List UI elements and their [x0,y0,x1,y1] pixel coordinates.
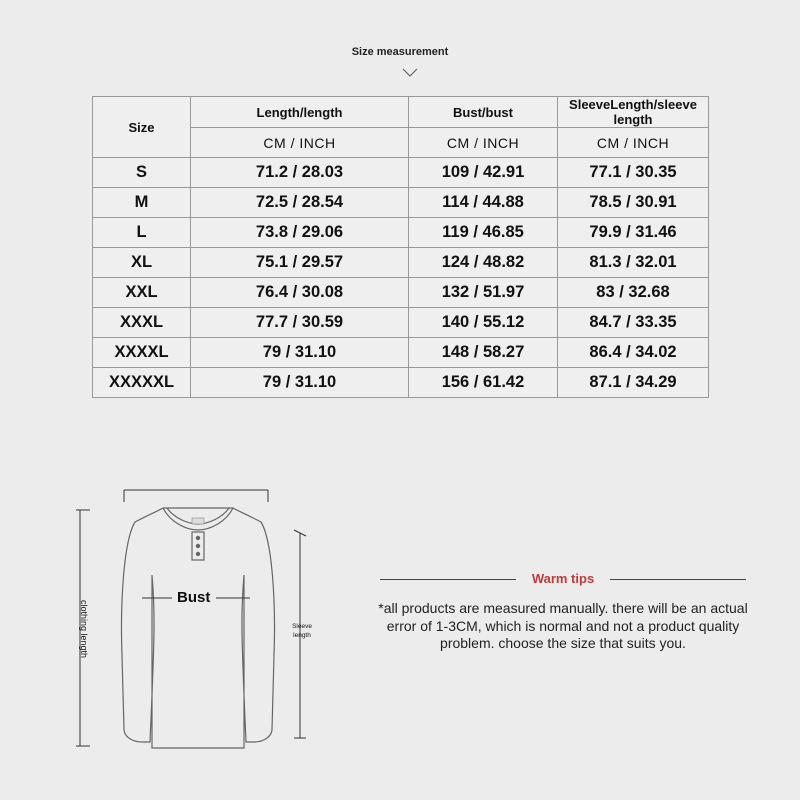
size-cell: XXXXL [93,338,191,368]
size-table [92,96,709,398]
warm-tips-text: *all products are measured manually. there will be an actual error of 1-3CM, which is normal and not a product quality problem. choose the size that suits you. [378,600,748,651]
bust-cell: 119 / 46.85 [409,218,558,248]
bust-cell: 124 / 48.82 [409,248,558,278]
length-cell: 71.2 / 28.03 [191,158,409,188]
table-row [93,278,709,308]
table-row [93,368,709,398]
sleeve-cell: 81.3 / 32.01 [558,248,709,278]
table-header-row [93,97,709,128]
warm-tips-section [378,568,748,653]
length-cell: 76.4 / 30.08 [191,278,409,308]
sleeve-cell: 83 / 32.68 [558,278,709,308]
bust-column-header: Bust/bust [409,97,558,128]
table-row [93,248,709,278]
table-row [93,188,709,218]
bust-cell: 156 / 61.42 [409,368,558,398]
size-cell: XXL [93,278,191,308]
warm-tips-title: Warm tips [531,571,595,586]
table-row [93,338,709,368]
bust-top-bracket [124,490,268,502]
bust-cell: 148 / 58.27 [409,338,558,368]
length-cell: 73.8 / 29.06 [191,218,409,248]
table-row [93,308,709,338]
size-cell: M [93,188,191,218]
table-row [93,218,709,248]
sleeve-column-header: SleeveLength/sleeve length [558,97,709,128]
length-cell: 77.7 / 30.59 [191,308,409,338]
sleeve-cell: 84.7 / 33.35 [558,308,709,338]
length-cell: 72.5 / 28.54 [191,188,409,218]
sleeve-cell: 87.1 / 34.29 [558,368,709,398]
unit-label: CM / INCH [409,128,558,158]
size-cell: S [93,158,191,188]
shirt-diagram [60,480,320,750]
length-cell: 75.1 / 29.57 [191,248,409,278]
size-cell: XL [93,248,191,278]
sleeve-cell: 78.5 / 30.91 [558,188,709,218]
chevron-down-icon [402,68,418,78]
sleeve-cell: 77.1 / 30.35 [558,158,709,188]
size-column-header: Size [93,97,191,158]
bust-cell: 132 / 51.97 [409,278,558,308]
bust-label: Bust [177,589,211,606]
size-cell: XXXL [93,308,191,338]
unit-label: CM / INCH [191,128,409,158]
size-cell: L [93,218,191,248]
bust-cell: 109 / 42.91 [409,158,558,188]
length-column-header: Length/length [191,97,409,128]
sleeve-cell: 86.4 / 34.02 [558,338,709,368]
size-cell: XXXXXL [93,368,191,398]
table-row [93,158,709,188]
length-cell: 79 / 31.10 [191,368,409,398]
page-title: Size measurement [351,46,449,58]
clothing-length-label: clothing length [79,599,89,659]
sleeve-length-label: Sleeve length [292,623,312,639]
length-cell: 79 / 31.10 [191,338,409,368]
bust-cell: 114 / 44.88 [409,188,558,218]
unit-label: CM / INCH [558,128,709,158]
sleeve-cell: 79.9 / 31.46 [558,218,709,248]
shirt-outline [122,508,275,748]
bust-cell: 140 / 55.12 [409,308,558,338]
